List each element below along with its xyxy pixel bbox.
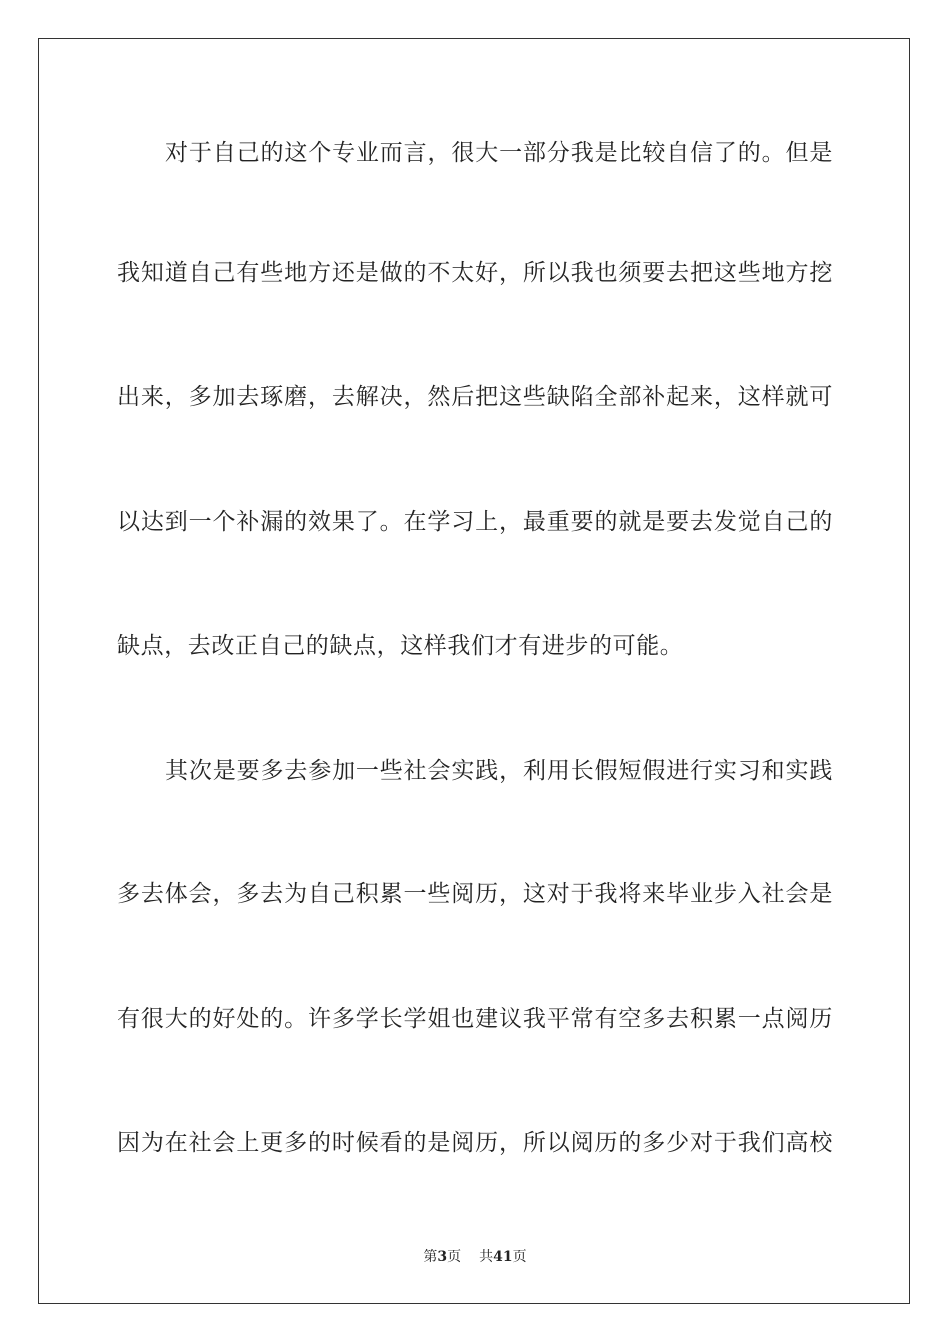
paragraph-2-line-2: 多去体会，多去为自己积累一些阅历，这对于我将来毕业步入社会是 [117,881,833,907]
paragraph-2-line-4: 因为在社会上更多的时候看的是阅历，所以阅历的多少对于我们高校 [117,1130,833,1156]
page-prefix: 第 [423,1249,438,1265]
page-number: 3 [437,1249,448,1265]
page-suffix: 页 [447,1249,462,1265]
page-footer [0,1248,950,1266]
paragraph-1-line-5: 缺点，去改正自己的缺点，这样我们才有进步的可能。 [117,633,684,659]
paragraph-2-line-1: 其次是要多去参加一些社会实践，利用长假短假进行实习和实践 [165,758,833,784]
paragraph-1-line-4: 以达到一个补漏的效果了。在学习上，最重要的就是要去发觉自己的 [117,509,833,535]
total-prefix: 共 [479,1249,494,1265]
total-suffix: 页 [512,1249,527,1265]
page-border [38,38,910,1304]
paragraph-1-line-3: 出来，多加去琢磨，去解决，然后把这些缺陷全部补起来，这样就可 [117,384,833,410]
paragraph-2-line-3: 有很大的好处的。许多学长学姐也建议我平常有空多去积累一点阅历 [117,1006,833,1032]
paragraph-1-line-1: 对于自己的这个专业而言，很大一部分我是比较自信了的。但是 [165,140,833,166]
total-pages: 41 [493,1249,513,1265]
paragraph-1-line-2: 我知道自己有些地方还是做的不太好，所以我也须要去把这些地方挖 [117,260,833,286]
